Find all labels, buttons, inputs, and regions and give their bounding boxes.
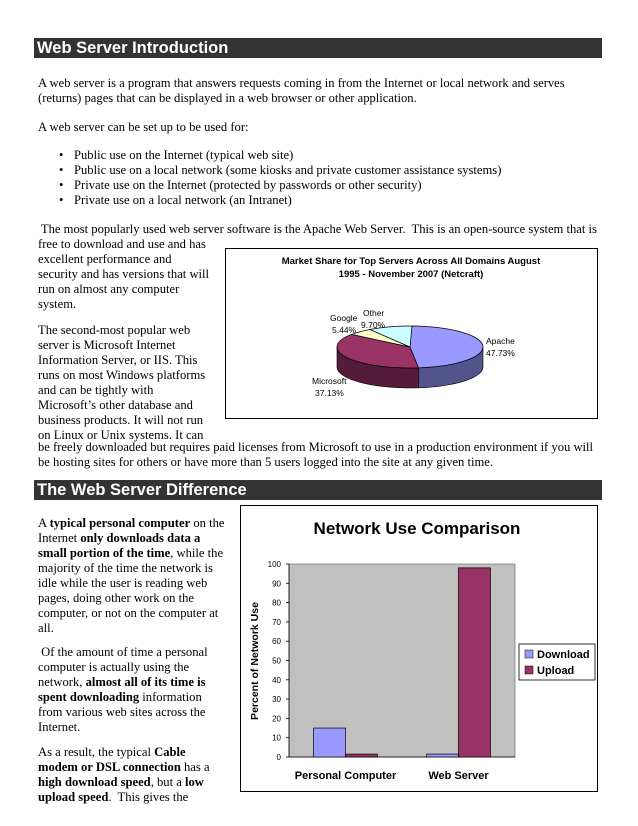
- bullet-item: • Public use on the Internet (typical web site): [38, 148, 501, 163]
- pie-value-google: 5.44%: [332, 325, 357, 335]
- pie-value-apache: 47.73%: [486, 348, 515, 358]
- para-line: [38, 645, 208, 660]
- bold-run: high download speed: [38, 775, 151, 789]
- text-run: majority of the time the network is: [38, 561, 213, 575]
- legend-swatch-upload: [525, 666, 533, 674]
- bold-run: almost all of its time is: [85, 675, 206, 689]
- y-tick-label: 0: [276, 753, 281, 762]
- text-run: information: [139, 690, 202, 704]
- iis-para-line: be hosting sites for others or have more than 5 users logged into the site at any given time.: [38, 455, 494, 469]
- network-use-bar-svg: [241, 506, 597, 791]
- text-run: Internet.: [38, 720, 81, 734]
- iis-para-line: and can be tightly with: [38, 383, 154, 397]
- iis-para-line: be freely downloaded but requires paid licenses from Microsoft to use in a production environment if you will: [38, 440, 594, 454]
- text-run: pages, doing other work on the: [38, 591, 194, 605]
- para-line: [38, 531, 200, 546]
- text-run: A: [38, 516, 50, 530]
- pie-value-microsoft: 37.13%: [315, 388, 344, 398]
- para-line: [38, 690, 202, 705]
- text-run: computer is actually using the: [38, 660, 190, 674]
- pie-slices: [337, 326, 483, 388]
- bold-run: low: [184, 775, 204, 789]
- x-category-label: Personal Computer: [294, 770, 397, 782]
- y-tick-label: 30: [272, 695, 281, 705]
- pie-label-other: Other: [363, 308, 385, 318]
- para-line: [38, 760, 210, 775]
- text-run: . This gives the: [108, 790, 189, 804]
- pie-value-other: 9.70%: [361, 320, 386, 330]
- intro-line-2: (returns) pages that can be displayed in a web browser or other application.: [38, 91, 417, 105]
- pie-label-google: Google: [330, 313, 358, 323]
- bar-plot: [268, 560, 515, 782]
- market-share-pie-svg: [226, 249, 597, 418]
- bullet-item: • Private use on the Internet (protected by passwords or other security): [38, 178, 501, 193]
- network-use-chart: [240, 505, 598, 792]
- bold-run: spent downloading: [38, 690, 140, 704]
- apache-para-line: free to download and use and has: [38, 237, 206, 251]
- para-line: [38, 790, 188, 805]
- y-tick-label: 10: [272, 733, 281, 743]
- text-run: , but a: [150, 775, 185, 789]
- market-share-chart: [225, 248, 598, 419]
- y-axis-label: Percent of Network Use: [249, 602, 261, 720]
- iis-para-line: server is Microsoft Internet: [38, 338, 176, 352]
- bar-chart-title: Network Use Comparison: [313, 519, 521, 538]
- bold-run: small portion of the time: [38, 546, 171, 560]
- para-line: [38, 720, 80, 735]
- apache-para-line: excellent performance and: [38, 252, 172, 266]
- legend-label-download: Download: [537, 649, 590, 661]
- bullet-item: • Public use on a local network (some kiosks and private customer assistance systems): [38, 163, 501, 178]
- bar-upload-personal-computer: [346, 754, 378, 757]
- pie-label-apache: Apache: [486, 336, 515, 346]
- x-category-label: Web Server: [428, 770, 489, 782]
- apache-para-line: security and has versions that will: [38, 267, 210, 281]
- pie-title-line: 1995 - November 2007 (Netcraft): [338, 269, 484, 280]
- bullet-item: • Private use on a local network (an Intranet): [38, 193, 501, 208]
- bold-run: upload speed: [38, 790, 109, 804]
- text-run: network,: [38, 675, 86, 689]
- y-tick-label: 90: [272, 579, 281, 589]
- text-run: computer, or not on the computer at: [38, 606, 219, 620]
- iis-para-line: business products. It will not run: [38, 413, 204, 427]
- iis-para-line: runs on most Windows platforms: [38, 368, 206, 382]
- apache-para-line: system.: [38, 297, 77, 311]
- apache-para-line: run on almost any computer: [38, 282, 180, 296]
- text-run: all.: [38, 621, 54, 635]
- para-line: [38, 745, 186, 760]
- para-line: [38, 621, 54, 636]
- y-tick-label: 80: [272, 598, 281, 608]
- text-run: , while the: [170, 546, 224, 560]
- para-line: [38, 546, 223, 561]
- y-tick-label: 50: [272, 656, 281, 666]
- section-heading-difference: The Web Server Difference: [34, 480, 602, 500]
- para-line: [38, 561, 213, 576]
- para-line: [38, 576, 207, 591]
- iis-para-line: The second-most popular web: [38, 323, 191, 337]
- legend-swatch-download: [525, 650, 533, 658]
- para-line: [38, 675, 206, 690]
- para-line: [38, 775, 204, 790]
- y-tick-label: 60: [272, 637, 281, 647]
- para-line: [38, 705, 206, 720]
- y-tick-label: 40: [272, 675, 281, 685]
- bold-run: typical personal computer: [49, 516, 191, 530]
- text-run: on the: [190, 516, 225, 530]
- bold-run: only downloads data a: [80, 531, 201, 545]
- iis-para-line: Information Server, or IIS. This: [38, 353, 198, 367]
- text-run: As a result, the typical: [38, 745, 155, 759]
- text-run: has a: [180, 760, 210, 774]
- pie-title-line: Market Share for Top Servers Across All Domains August: [281, 256, 541, 267]
- bar-download-web-server: [427, 754, 459, 757]
- y-tick-label: 70: [272, 617, 281, 627]
- legend-label-upload: Upload: [537, 665, 575, 677]
- pie-label-microsoft: Microsoft: [312, 376, 347, 386]
- text-run: idle while the user is reading web: [38, 576, 208, 590]
- bar-download-personal-computer: [314, 728, 346, 757]
- apache-para-line: The most popularly used web server software is the Apache Web Server. This is an open-source system that is: [38, 222, 597, 236]
- intro-line-1: A web server is a program that answers requests coming in from the Internet or local network and serves: [38, 76, 565, 90]
- y-tick-label: 20: [272, 714, 281, 724]
- usage-bullet-list: [38, 148, 501, 208]
- text-run: Internet: [38, 531, 81, 545]
- iis-para-line: on Linux or Unix systems. It can: [38, 428, 204, 442]
- y-tick-label: 100: [267, 560, 281, 569]
- text-run: from various web sites across the: [38, 705, 206, 719]
- para-line: [38, 660, 189, 675]
- iis-para-line: Microsoft’s other database and: [38, 398, 193, 412]
- bold-run: Cable: [154, 745, 186, 759]
- para-line: [38, 606, 218, 621]
- bold-run: modem or DSL connection: [38, 760, 181, 774]
- para-line: [38, 516, 224, 531]
- text-run: Of the amount of time a personal: [38, 645, 208, 659]
- section-heading-intro: Web Server Introduction: [34, 38, 602, 58]
- setup-sentence: A web server can be set up to be used for:: [38, 120, 249, 134]
- para-line: [38, 591, 194, 606]
- bar-upload-web-server: [459, 568, 491, 757]
